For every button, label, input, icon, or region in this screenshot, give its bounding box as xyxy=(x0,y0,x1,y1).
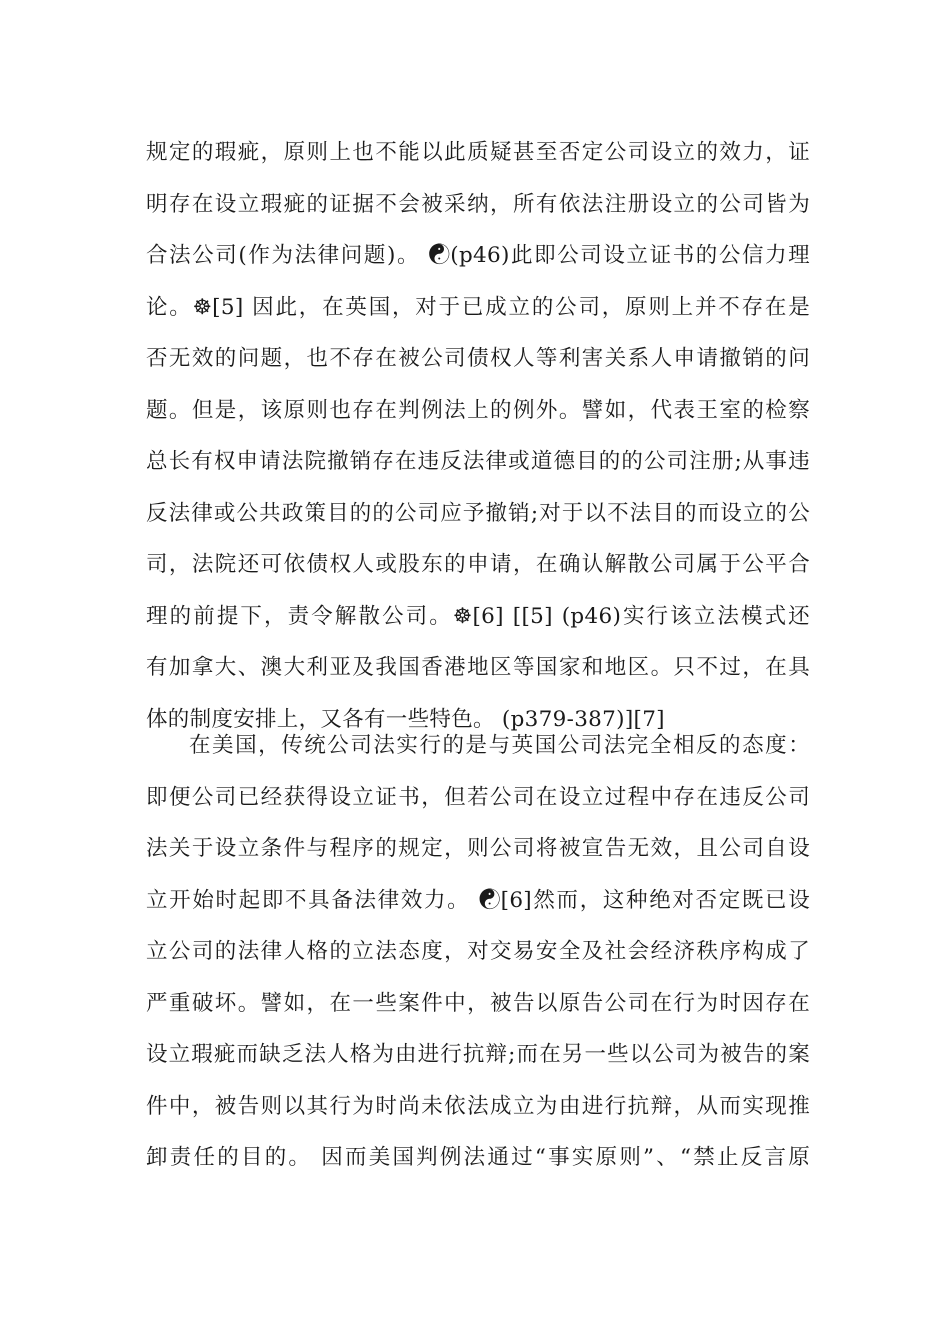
text-line: 合法公司(作为法律问题)。 ☯(p46)此即公司设立证书的公信力理 xyxy=(146,243,810,268)
paragraph-2 xyxy=(146,720,810,1184)
text-line: 立开始时起即不具备法律效力。 ☯[6]然而，这种绝对否定既已设 xyxy=(146,887,810,913)
text-line: 法关于设立条件与程序的规定，则公司将被宣告无效，且公司自设 xyxy=(146,836,810,861)
text-line: 设立瑕疵而缺乏法人格为由进行抗辩;而在另一些以公司为被告的案 xyxy=(146,1042,810,1067)
text-line: 总长有权申请法院撤销存在违反法律或道德目的的公司注册;从事违 xyxy=(146,449,810,474)
text-line: 卸责任的目的。 因而美国判例法通过“事实原则”、“禁止反言原 xyxy=(146,1145,810,1170)
text-line: 明存在设立瑕疵的证据不会被采纳，所有依法注册设立的公司皆为 xyxy=(146,191,810,217)
text-line: 司，法院还可依债权人或股东的申请，在确认解散公司属于公平合 xyxy=(146,552,810,577)
text-line: 反法律或公共政策目的的公司应予撤销;对于以不法目的而设立的公 xyxy=(146,500,810,526)
text-line: 体的制度安排上，又各有一些特色。 (p379-387)][7] xyxy=(146,706,665,732)
text-line: 论。☸[5] 因此，在英国，对于已成立的公司，原则上并不存在是 xyxy=(146,294,810,320)
text-line: 否无效的问题，也不存在被公司债权人等利害关系人申请撤销的问 xyxy=(146,346,810,371)
text-line: 在美国，传统公司法实行的是与英国公司法完全相反的态度： xyxy=(189,733,810,758)
text-line: 件中，被告则以其行为时尚未依法成立为由进行抗辩，从而实现推 xyxy=(146,1093,810,1119)
text-line: 理的前提下，责令解散公司。☸[6] [[5] (p46)实行该立法模式还 xyxy=(146,603,810,629)
text-line: 有加拿大、澳大利亚及我国香港地区等国家和地区。只不过，在具 xyxy=(146,655,810,680)
text-line: 即便公司已经获得设立证书，但若公司在设立过程中存在违反公司 xyxy=(146,784,810,810)
text-line: 规定的瑕疵，原则上也不能以此质疑甚至否定公司设立的效力，证 xyxy=(146,140,810,165)
text-line: 立公司的法律人格的立法态度，对交易安全及社会经济秩序构成了 xyxy=(146,939,810,964)
paragraph-1 xyxy=(146,127,810,745)
text-line: 题。但是，该原则也存在判例法上的例外。譬如，代表王室的检察 xyxy=(146,397,810,423)
text-line: 严重破坏。譬如，在一些案件中，被告以原告公司在行为时因存在 xyxy=(146,990,810,1016)
